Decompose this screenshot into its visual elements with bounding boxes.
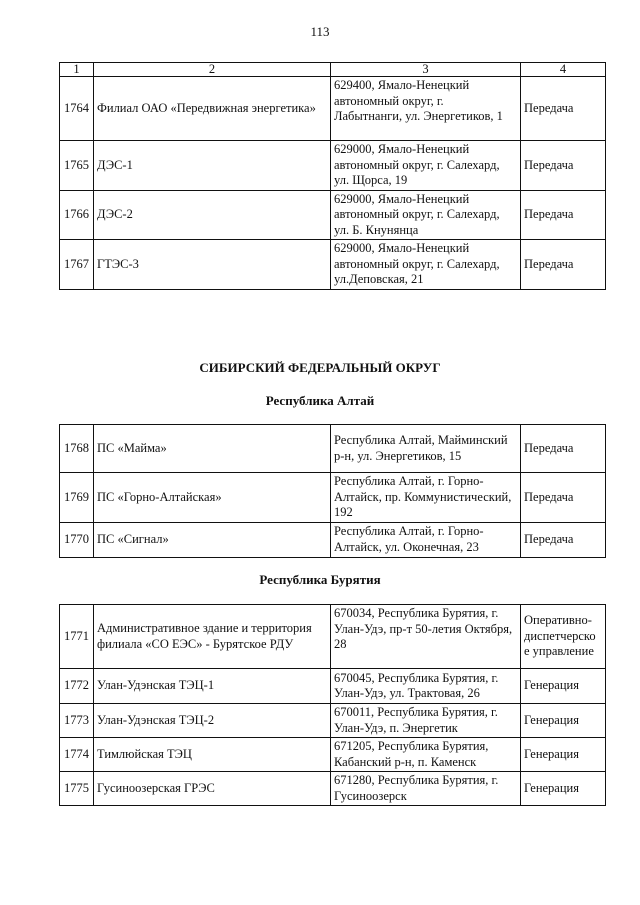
object-name: Тимлюйская ТЭЦ	[94, 738, 331, 772]
table-row	[60, 669, 606, 704]
row-number: 1772	[60, 669, 94, 704]
object-function: Генерация	[521, 669, 606, 704]
object-name: ПС «Горно-Алтайская»	[94, 473, 331, 523]
object-function: Передача	[521, 190, 606, 240]
object-address: 629000, Ямало-Ненецкий автономный округ, г. Салехард, ул. Б. Кнунянца	[331, 190, 521, 240]
row-number: 1766	[60, 190, 94, 240]
object-name: ПС «Майма»	[94, 425, 331, 473]
header-cell: 3	[331, 63, 521, 77]
object-function: Генерация	[521, 738, 606, 772]
object-address: Республика Алтай, Майминский р-н, ул. Энергетиков, 15	[331, 425, 521, 473]
object-function: Передача	[521, 522, 606, 557]
table-row	[60, 240, 606, 290]
object-address: 671280, Республика Бурятия, г. Гусиноозерск	[331, 772, 521, 806]
object-function: Оперативно- диспетчерско е управление	[521, 605, 606, 669]
header-cell: 1	[60, 63, 94, 77]
region-title-altai: Республика Алтай	[265, 393, 375, 408]
row-number: 1764	[60, 77, 94, 141]
table-row	[60, 425, 606, 473]
object-function: Генерация	[521, 772, 606, 806]
object-function: Передача	[521, 240, 606, 290]
object-address: 671205, Республика Бурятия, Кабанский р-н, п. Каменск	[331, 738, 521, 772]
object-name: Филиал ОАО «Передвижная энергетика»	[94, 77, 331, 141]
row-number: 1769	[60, 473, 94, 523]
object-address: 629400, Ямало-Ненецкий автономный округ, г. Лабытнанги, ул. Энергетиков, 1	[331, 77, 521, 141]
page-number: 113	[310, 24, 330, 39]
table-row	[60, 738, 606, 772]
object-address: 629000, Ямало-Ненецкий автономный округ, г. Салехард, ул. Щорса, 19	[331, 141, 521, 191]
row-number: 1765	[60, 141, 94, 191]
object-name: ГТЭС-3	[94, 240, 331, 290]
object-address: 670034, Республика Бурятия, г. Улан-Удэ, пр-т 50-летия Октября, 28	[331, 605, 521, 669]
row-number: 1768	[60, 425, 94, 473]
table-row	[60, 141, 606, 191]
header-cell: 2	[94, 63, 331, 77]
object-name: Административное здание и территория филиала «СО ЕЭС» - Бурятское РДУ	[94, 605, 331, 669]
table-row	[60, 473, 606, 523]
table-row	[60, 522, 606, 557]
object-function: Передача	[521, 77, 606, 141]
district-title: СИБИРСКИЙ ФЕДЕРАЛЬНЫЙ ОКРУГ	[199, 360, 441, 375]
object-name: Улан-Удэнская ТЭЦ-1	[94, 669, 331, 704]
header-cell: 4	[521, 63, 606, 77]
object-address: Республика Алтай, г. Горно- Алтайск, пр. Коммунистический, 192	[331, 473, 521, 523]
object-function: Генерация	[521, 704, 606, 738]
row-number: 1774	[60, 738, 94, 772]
row-number: 1770	[60, 522, 94, 557]
registry-table-yamal	[59, 62, 606, 290]
object-function: Передача	[521, 473, 606, 523]
object-name: Гусиноозерская ГРЭС	[94, 772, 331, 806]
object-function: Передача	[521, 141, 606, 191]
object-address: Республика Алтай, г. Горно- Алтайск, ул. Оконечная, 23	[331, 522, 521, 557]
row-number: 1767	[60, 240, 94, 290]
registry-table-buryatia	[59, 604, 606, 806]
object-address: 629000, Ямало-Ненецкий автономный округ, г. Салехард, ул.Деповская, 21	[331, 240, 521, 290]
registry-table-altai	[59, 424, 606, 558]
table-row	[60, 605, 606, 669]
object-address: 670011, Республика Бурятия, г. Улан-Удэ, п. Энергетик	[331, 704, 521, 738]
table-row	[60, 77, 606, 141]
table-header-row	[60, 63, 606, 77]
row-number: 1775	[60, 772, 94, 806]
object-function: Передача	[521, 425, 606, 473]
table-row	[60, 190, 606, 240]
region-title-buryatia: Республика Бурятия	[259, 572, 381, 587]
table-row	[60, 704, 606, 738]
object-name: ДЭС-2	[94, 190, 331, 240]
object-address: 670045, Республика Бурятия, г. Улан-Удэ, ул. Трактовая, 26	[331, 669, 521, 704]
object-name: Улан-Удэнская ТЭЦ-2	[94, 704, 331, 738]
row-number: 1771	[60, 605, 94, 669]
object-name: ПС «Сигнал»	[94, 522, 331, 557]
row-number: 1773	[60, 704, 94, 738]
object-name: ДЭС-1	[94, 141, 331, 191]
table-row	[60, 772, 606, 806]
